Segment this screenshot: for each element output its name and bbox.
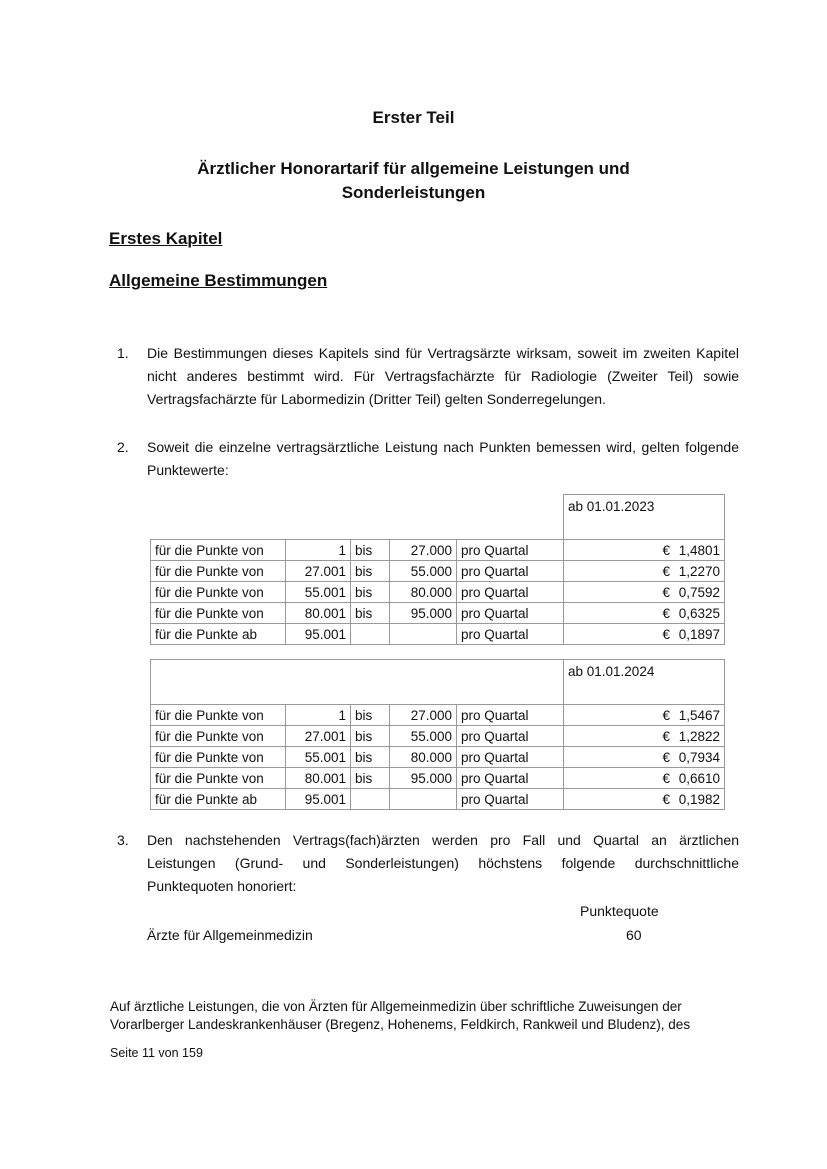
row-label: für die Punkte von xyxy=(151,540,286,561)
row-value-cell xyxy=(564,582,725,603)
row-label: für die Punkte von xyxy=(151,726,286,747)
chapter-heading: Erstes Kapitel xyxy=(109,229,223,248)
item-1-line: nicht anderes bestimmt wird. Für Vertragsfachärzte für Radiologie (Zweiter Teil) sowie xyxy=(147,368,739,384)
row-from: 1 xyxy=(286,540,351,561)
row-from: 55.001 xyxy=(286,582,351,603)
row-to: 55.000 xyxy=(390,561,457,582)
continuation-line: Vorarlberger Landeskrankenhäuser (Bregenz, Hohenems, Feldkirch, Rankweil und Bludenz), des xyxy=(110,1017,691,1032)
row-to: 27.000 xyxy=(390,705,457,726)
row-value: 1,2822 xyxy=(678,728,720,744)
row-from: 80.001 xyxy=(286,768,351,789)
row-per: pro Quartal xyxy=(457,540,564,561)
row-currency: € xyxy=(662,584,670,600)
section-heading: Allgemeine Bestimmungen xyxy=(109,271,328,290)
row-value: 1,4801 xyxy=(678,542,720,558)
row-bis: bis xyxy=(351,747,390,768)
row-value-cell xyxy=(564,726,725,747)
row-bis: bis xyxy=(351,603,390,624)
row-label: für die Punkte ab xyxy=(151,624,286,645)
row-to: 95.000 xyxy=(390,768,457,789)
row-currency: € xyxy=(662,542,670,558)
row-to: 80.000 xyxy=(390,582,457,603)
row-to: 27.000 xyxy=(390,540,457,561)
row-per: pro Quartal xyxy=(457,726,564,747)
table-row xyxy=(151,582,725,603)
table-header-blank xyxy=(151,495,564,540)
row-value: 0,7934 xyxy=(678,749,720,765)
row-to: 95.000 xyxy=(390,603,457,624)
row-label: für die Punkte von xyxy=(151,768,286,789)
table-header-blank xyxy=(151,660,564,705)
row-currency: € xyxy=(662,749,670,765)
row-currency: € xyxy=(662,791,670,807)
row-value-cell xyxy=(564,768,725,789)
row-value: 0,6325 xyxy=(678,605,720,621)
row-per: pro Quartal xyxy=(457,789,564,810)
main-title-line-1: Ärztlicher Honorartarif für allgemeine Leistungen und xyxy=(197,159,630,178)
item-3-text xyxy=(147,829,739,898)
row-currency: € xyxy=(662,728,670,744)
row-value-cell xyxy=(564,789,725,810)
table-row xyxy=(151,603,725,624)
quota-value: 60 xyxy=(626,927,642,943)
table-row xyxy=(151,789,725,810)
row-value: 0,1982 xyxy=(678,791,720,807)
table-header-row xyxy=(151,495,725,540)
row-from: 27.001 xyxy=(286,726,351,747)
row-bis xyxy=(351,789,390,810)
row-value-cell xyxy=(564,624,725,645)
row-to xyxy=(390,624,457,645)
row-from: 1 xyxy=(286,705,351,726)
row-value-cell xyxy=(564,561,725,582)
row-value-cell xyxy=(564,540,725,561)
row-currency: € xyxy=(662,605,670,621)
row-value: 0,6610 xyxy=(678,770,720,786)
row-per: pro Quartal xyxy=(457,624,564,645)
table-row xyxy=(151,624,725,645)
row-from: 27.001 xyxy=(286,561,351,582)
table-row xyxy=(151,561,725,582)
row-value: 0,1897 xyxy=(678,626,720,642)
row-per: pro Quartal xyxy=(457,582,564,603)
part-title: Erster Teil xyxy=(372,108,455,127)
item-3-line: Punktequoten honoriert: xyxy=(147,878,297,894)
row-per: pro Quartal xyxy=(457,603,564,624)
item-1-number: 1. xyxy=(117,345,129,361)
item-1-line: Die Bestimmungen dieses Kapitels sind für Vertragsärzte wirksam, soweit im zweiten Kapitel xyxy=(147,345,739,361)
row-bis: bis xyxy=(351,726,390,747)
table-row xyxy=(151,747,725,768)
quota-label: Ärzte für Allgemeinmedizin xyxy=(147,927,313,943)
row-currency: € xyxy=(662,626,670,642)
row-bis: bis xyxy=(351,768,390,789)
row-value-cell xyxy=(564,705,725,726)
row-per: pro Quartal xyxy=(457,705,564,726)
row-value-cell xyxy=(564,603,725,624)
quota-header: Punktequote xyxy=(580,903,659,919)
row-label: für die Punkte von xyxy=(151,561,286,582)
row-value-cell xyxy=(564,747,725,768)
points-table-2023 xyxy=(150,494,725,645)
main-title-line-2: Sonderleistungen xyxy=(341,183,486,202)
row-from: 95.001 xyxy=(286,624,351,645)
row-bis: bis xyxy=(351,540,390,561)
row-per: pro Quartal xyxy=(457,768,564,789)
row-bis: bis xyxy=(351,705,390,726)
row-value: 1,2270 xyxy=(678,563,720,579)
item-2-text xyxy=(147,436,739,482)
row-bis: bis xyxy=(351,561,390,582)
row-to: 55.000 xyxy=(390,726,457,747)
row-from: 55.001 xyxy=(286,747,351,768)
table-header-row xyxy=(151,660,725,705)
row-currency: € xyxy=(662,563,670,579)
item-2-number: 2. xyxy=(117,439,129,455)
item-1-line: Vertragsfachärzte für Labormedizin (Dritter Teil) gelten Sonderregelungen. xyxy=(147,391,606,407)
item-2-line: Soweit die einzelne vertragsärztliche Leistung nach Punkten bemessen wird, gelten folgende xyxy=(147,439,739,455)
row-to: 80.000 xyxy=(390,747,457,768)
page-number: Seite 11 von 159 xyxy=(110,1046,203,1060)
table-header-date: ab 01.01.2024 xyxy=(564,660,725,705)
row-label: für die Punkte von xyxy=(151,747,286,768)
row-per: pro Quartal xyxy=(457,561,564,582)
row-from: 95.001 xyxy=(286,789,351,810)
table-row xyxy=(151,540,725,561)
table-row xyxy=(151,726,725,747)
table-header-date: ab 01.01.2023 xyxy=(564,495,725,540)
continuation-line: Auf ärztliche Leistungen, die von Ärzten für Allgemeinmedizin über schriftliche Zuweisungen der xyxy=(110,999,682,1014)
main-title xyxy=(0,157,827,205)
row-label: für die Punkte von xyxy=(151,582,286,603)
row-currency: € xyxy=(662,707,670,723)
row-label: für die Punkte von xyxy=(151,705,286,726)
row-value: 0,7592 xyxy=(678,584,720,600)
row-bis: bis xyxy=(351,582,390,603)
row-label: für die Punkte von xyxy=(151,603,286,624)
row-label: für die Punkte ab xyxy=(151,789,286,810)
item-3-number: 3. xyxy=(117,832,129,848)
continuation-paragraph xyxy=(110,998,730,1034)
points-table-2024 xyxy=(150,659,725,810)
table-row xyxy=(151,705,725,726)
row-bis xyxy=(351,624,390,645)
item-2-line: Punktewerte: xyxy=(147,462,229,478)
table-row xyxy=(151,768,725,789)
row-value: 1,5467 xyxy=(678,707,720,723)
row-currency: € xyxy=(662,770,670,786)
row-per: pro Quartal xyxy=(457,747,564,768)
item-3-line: Den nachstehenden Vertrags(fach)ärzten werden pro Fall und Quartal an ärztlichen xyxy=(147,832,739,848)
item-3-line: Leistungen (Grund- und Sonderleistungen) höchstens folgende durchschnittliche xyxy=(147,855,739,871)
row-to xyxy=(390,789,457,810)
item-1-text xyxy=(147,342,739,411)
row-from: 80.001 xyxy=(286,603,351,624)
